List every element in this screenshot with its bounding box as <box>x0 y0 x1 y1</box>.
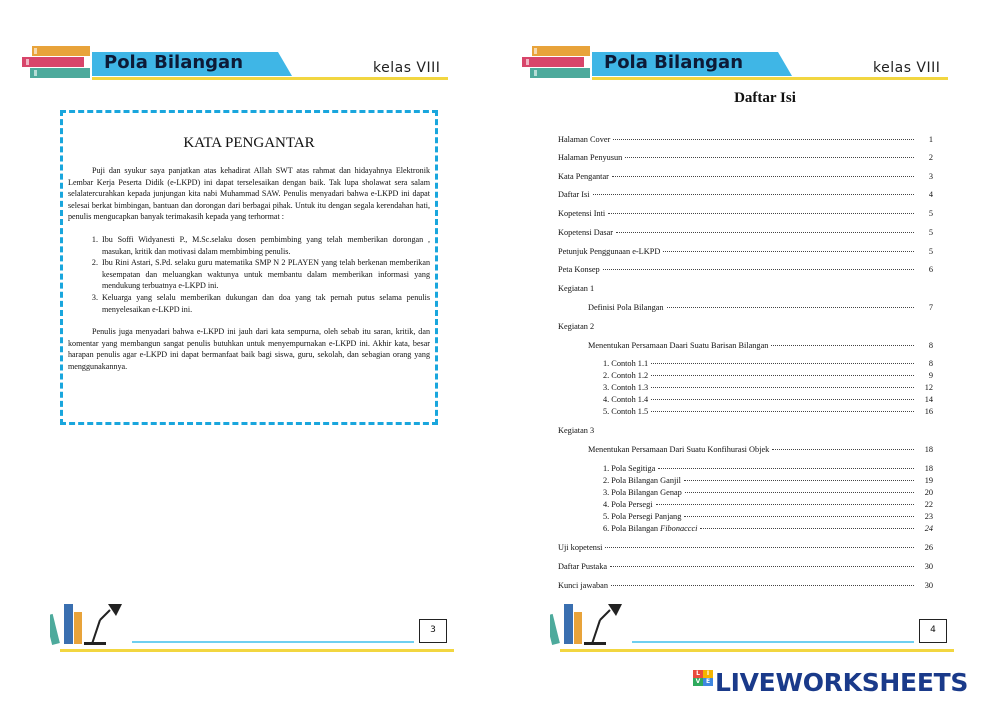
toc-label: Kopetensi Dasar <box>558 228 614 237</box>
toc-row <box>558 208 933 220</box>
toc-leader-dots <box>593 194 914 195</box>
toc-page-number: 9 <box>928 371 933 380</box>
toc-row <box>603 511 933 523</box>
liveworksheets-watermark <box>693 667 968 697</box>
toc-label: Kegiatan 1 <box>558 284 595 293</box>
toc-page-number: 7 <box>928 303 933 312</box>
toc-row <box>558 171 933 183</box>
toc-page-number: 18 <box>924 445 933 454</box>
toc-label: Daftar Pustaka <box>558 562 608 571</box>
footer-line-yellow <box>60 649 454 652</box>
toc-page-number: 5 <box>928 247 933 256</box>
toc-leader-dots <box>610 566 914 567</box>
toc-leader-dots <box>656 504 914 505</box>
toc-page-number: 24 <box>924 524 933 533</box>
toc-row <box>588 444 933 456</box>
books-stack-icon <box>22 46 94 80</box>
toc-label: Menentukan Persamaan Dari Suatu Konfihurasi Objek <box>588 445 770 454</box>
kata-pengantar-title: KATA PENGANTAR <box>183 135 315 151</box>
list-item: 2. Ibu Rini Astari, S.Pd. selaku guru matematika SMP N 2 PLAYEN yang telah berkenan memberikan kesempatan dan meluangkan waktunya untuk membantu dalam memberikan informasi yang mendukung terbuatnya e-LKPD ini. <box>100 257 430 292</box>
toc-row <box>558 283 933 295</box>
toc-leader-dots <box>651 363 914 364</box>
footer-line-blue <box>632 641 914 643</box>
toc-row <box>603 475 933 487</box>
toc-row <box>603 463 933 475</box>
toc-leader-dots <box>772 449 914 450</box>
toc-page-number: 14 <box>924 395 933 404</box>
toc-leader-dots <box>616 232 914 233</box>
toc-label: 4. Pola Persegi <box>603 500 653 509</box>
books-lamp-icon <box>50 600 140 646</box>
toc-leader-dots <box>685 492 914 493</box>
toc-leader-dots <box>608 213 914 214</box>
toc-label: 1. Contoh 1.1 <box>603 359 649 368</box>
toc-label: 6. Pola Bilangan Fibonaccci <box>603 524 698 533</box>
toc-page-number: 19 <box>924 476 933 485</box>
books-lamp-icon <box>550 600 640 646</box>
toc-label: Kata Pengantar <box>558 172 609 181</box>
toc-label: Kopetensi Inti <box>558 209 606 218</box>
toc-label: Peta Konsep <box>558 265 600 274</box>
toc-label: 5. Pola Persegi Panjang <box>603 512 682 521</box>
toc-page-number: 8 <box>928 341 933 350</box>
toc-label: Kunci jawaban <box>558 581 608 590</box>
toc-label: Uji kopetensi <box>558 543 603 552</box>
toc-label: 3. Pola Bilangan Genap <box>603 488 682 497</box>
page-number: 4 <box>919 619 947 643</box>
liveworksheets-text: LIVEWORKSHEETS <box>715 667 969 697</box>
header-kelas: kelas VIII <box>873 60 941 76</box>
toc-label: 5. Contoh 1.5 <box>603 407 649 416</box>
toc-page-number: 12 <box>924 383 933 392</box>
toc-label: Petunjuk Penggunaan e-LKPD <box>558 247 661 256</box>
intro-paragraph: Puji dan syukur saya panjatkan atas kehadirat Allah SWT atas rahmat dan hidayahnya Elektronik Lembar Kerja Peserta Didik (e-LKPD) ini dapat terselesaikan dengan baik. Tak lupa sholawat sera salam selalatercurahkan kepada junjungan kita nabi Muhammad SAW. Penulis menyadari bahwa e-LKPD ini dapat selesai berkat bimbingan, bantuan dan dorongan dari berbagai pihak. Untuk itu dengan segala kerendahan hati, penulis mengucapkan banyak terimakasih kepada yang terhormat : <box>68 166 430 222</box>
page-number: 3 <box>419 619 447 643</box>
toc-row <box>603 382 933 394</box>
toc-leader-dots <box>667 307 914 308</box>
toc-row <box>558 189 933 201</box>
toc-label: Kegiatan 2 <box>558 322 595 331</box>
toc-label: Menentukan Persamaan Daari Suatu Barisan Bilangan <box>588 341 769 350</box>
books-stack-icon <box>522 46 594 80</box>
daftar-isi-title: Daftar Isi <box>734 90 796 106</box>
toc-page-number: 16 <box>924 407 933 416</box>
toc-page-number: 8 <box>928 359 933 368</box>
toc-row <box>558 425 933 437</box>
toc-leader-dots <box>684 516 914 517</box>
toc-row <box>558 561 933 573</box>
liveworksheets-logo-icon: L I V E <box>693 670 713 694</box>
kata-pengantar-box <box>60 110 438 425</box>
list-item: 1. Ibu Soffi Widyanesti P., M.Sc.selaku dosen pembimbing yang telah memberikan dorongan , masukan, kritik dan motivasi dalam membimbing penulis. <box>100 234 430 257</box>
toc-label: Daftar Isi <box>558 190 590 199</box>
toc-page-number: 2 <box>928 153 933 162</box>
toc-label: 3. Contoh 1.3 <box>603 383 649 392</box>
toc-page-number: 5 <box>928 209 933 218</box>
toc-row <box>558 264 933 276</box>
footer-line-blue <box>132 641 414 643</box>
toc-leader-dots <box>651 399 914 400</box>
toc-page-number: 30 <box>924 562 933 571</box>
header-title: Pola Bilangan <box>104 52 244 73</box>
toc-leader-dots <box>611 585 914 586</box>
toc-row <box>603 370 933 382</box>
toc-row <box>558 227 933 239</box>
toc-leader-dots <box>613 139 914 140</box>
toc-leader-dots <box>663 251 914 252</box>
toc-row <box>603 406 933 418</box>
toc-page-number: 23 <box>924 512 933 521</box>
toc-label: Kegiatan 3 <box>558 426 595 435</box>
toc-row <box>558 152 933 164</box>
toc-page-number: 26 <box>924 543 933 552</box>
toc-row <box>558 246 933 258</box>
toc-leader-dots <box>651 375 914 376</box>
closing-paragraph: Penulis juga menyadari bahwa e-LKPD ini jauh dari kata sempurna, oleh sebab itu saran, kritik, dan komentar yang membangun sangat penulis butuhkan untuk menyempurnakan e-LKPD ini. Akhir kata, besar harapan penulis agar e-LKPD ini dapat bermanfaat baik bagi siswa, guru, sekolah, dan sebagian orang yang menggunakannya. <box>68 327 430 371</box>
thanks-list <box>68 234 430 315</box>
toc-leader-dots <box>684 480 914 481</box>
toc-row <box>558 542 933 554</box>
toc-page-number: 6 <box>928 265 933 274</box>
toc-row <box>603 358 933 370</box>
toc-page-number: 20 <box>924 488 933 497</box>
toc-row <box>603 487 933 499</box>
toc-row <box>588 340 933 352</box>
toc-row <box>603 499 933 511</box>
toc-leader-dots <box>771 345 914 346</box>
toc-page-number: 1 <box>928 135 933 144</box>
toc-row <box>558 134 933 146</box>
toc-row <box>588 302 933 314</box>
toc-leader-dots <box>625 157 914 158</box>
list-item: 3. Keluarga yang selalu memberikan dukungan dan doa yang tak pernah putus selama penulis menyelesaikan e-LKPD ini. <box>100 292 430 315</box>
toc-row <box>603 523 933 535</box>
toc-row <box>558 321 933 333</box>
toc-label: Definisi Pola Bilangan <box>588 303 664 312</box>
toc-label: Halaman Penyusun <box>558 153 623 162</box>
toc-label: 2. Pola Bilangan Ganjil <box>603 476 681 485</box>
toc-page-number: 3 <box>928 172 933 181</box>
toc-leader-dots <box>658 468 914 469</box>
toc-label: Halaman Cover <box>558 135 611 144</box>
header-kelas: kelas VIII <box>373 60 441 76</box>
toc-page-number: 22 <box>924 500 933 509</box>
toc-label: 4. Contoh 1.4 <box>603 395 649 404</box>
kata-pengantar-body <box>68 165 430 373</box>
toc-leader-dots <box>605 547 914 548</box>
toc-page-number: 4 <box>928 190 933 199</box>
toc-leader-dots <box>603 269 914 270</box>
header-title: Pola Bilangan <box>604 52 744 73</box>
toc-page-number: 5 <box>928 228 933 237</box>
header-divider <box>592 77 948 80</box>
toc-page-number: 30 <box>924 581 933 590</box>
toc-row <box>603 394 933 406</box>
toc-leader-dots <box>700 528 914 529</box>
toc-row <box>558 580 933 592</box>
toc-label: 2. Contoh 1.2 <box>603 371 649 380</box>
toc-leader-dots <box>651 411 914 412</box>
footer-line-yellow <box>560 649 954 652</box>
toc-leader-dots <box>612 176 914 177</box>
header-divider <box>92 77 448 80</box>
toc-leader-dots <box>651 387 914 388</box>
toc-label: 1. Pola Segitiga <box>603 464 656 473</box>
toc-page-number: 18 <box>924 464 933 473</box>
